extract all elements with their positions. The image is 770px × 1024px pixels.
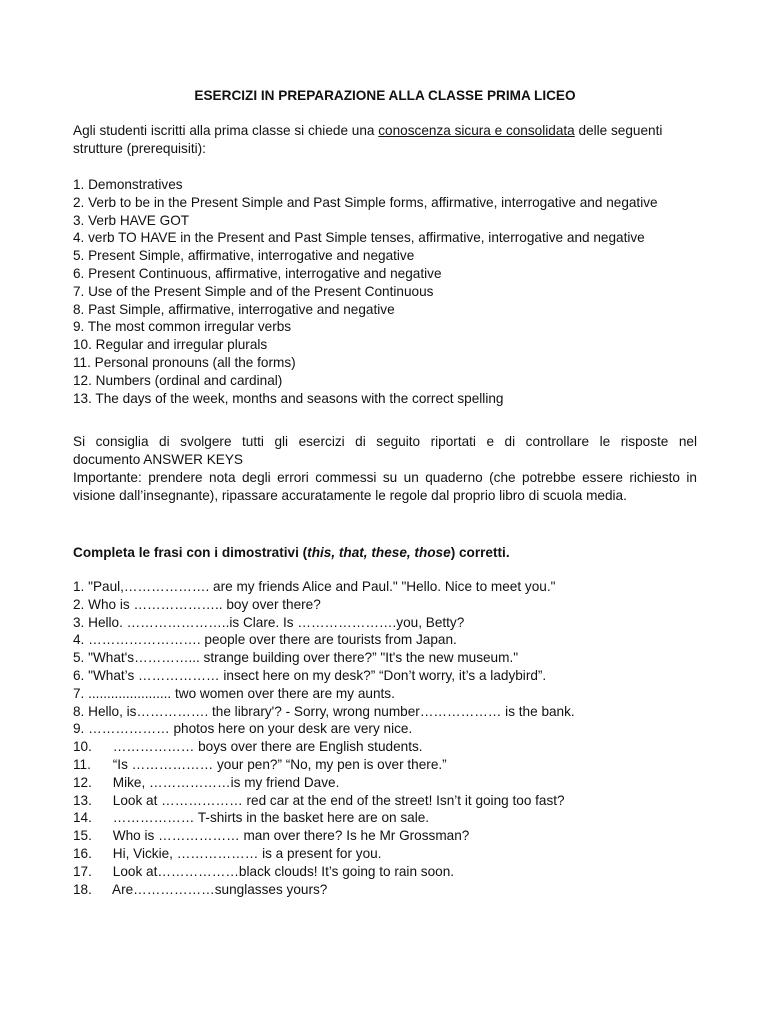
intro-paragraph bbox=[73, 122, 697, 158]
exercise-number: 6. bbox=[73, 667, 85, 683]
exercise-item bbox=[73, 631, 713, 649]
exercise-number: 11. bbox=[73, 756, 91, 772]
prerequisite-item: 6. Present Continuous, affirmative, interrogative and negative bbox=[73, 265, 442, 281]
exercise-item bbox=[73, 774, 713, 792]
section-title-italic: this, that, these, those bbox=[307, 545, 451, 560]
intro-underlined-text: conoscenza sicura e consolidata bbox=[378, 123, 575, 138]
advice-line-1: Si consiglia di svolgere tutti gli esercizi di seguito riportati e di controllare le risposte nel bbox=[73, 434, 697, 449]
exercise-number: 5. bbox=[73, 650, 85, 666]
exercise-text: ……………………. people over there are tourists from Japan. bbox=[88, 632, 457, 648]
advice-line-2: documento ANSWER KEYS bbox=[73, 452, 243, 467]
exercise-number: 13. bbox=[73, 792, 92, 808]
exercise-item bbox=[73, 756, 713, 774]
section-title-before: Completa le frasi con i dimostrativi ( bbox=[73, 545, 308, 560]
exercise-text: Are………………sunglasses yours? bbox=[112, 881, 328, 897]
exercise-text: "What’s ……………… insect here on my desk?” “Don’t worry, it’s a ladybird”. bbox=[88, 667, 547, 683]
exercise-item bbox=[73, 809, 713, 827]
exercise-text: Hi, Vickie, ……………… is a present for you. bbox=[112, 845, 382, 861]
exercise-item bbox=[73, 845, 713, 863]
exercise-text: Who is ……………… man over there? Is he Mr Grossman? bbox=[112, 828, 470, 844]
exercise-text: “Is ……………… your pen?” “No, my pen is over there.” bbox=[112, 756, 447, 772]
intro-text-after: delle seguenti strutture (prerequisiti): bbox=[73, 123, 663, 156]
exercise-number: 7. bbox=[73, 685, 85, 701]
prerequisite-item: 3. Verb HAVE GOT bbox=[73, 212, 190, 228]
prerequisite-item: 2. Verb to be in the Present Simple and Past Simple forms, affirmative, interrogative and negative bbox=[73, 194, 658, 210]
exercise-section-title bbox=[73, 545, 510, 560]
intro-text-before: Agli studenti iscritti alla prima classe si chiede una bbox=[73, 123, 379, 138]
exercise-item bbox=[73, 596, 713, 614]
exercise-item bbox=[73, 685, 713, 703]
prerequisite-item: 9. The most common irregular verbs bbox=[73, 319, 292, 335]
exercise-number: 4. bbox=[73, 632, 85, 648]
exercise-text: Who is ……………….. boy over there? bbox=[88, 596, 321, 612]
exercise-text: Look at ……………… red car at the end of the street! Isn’t it going too fast? bbox=[112, 792, 565, 808]
prerequisite-item: 4. verb TO HAVE in the Present and Past Simple tenses, affirmative, interrogative and negative bbox=[73, 230, 645, 246]
exercise-item bbox=[73, 827, 713, 845]
section-title-after: ) corretti. bbox=[450, 545, 510, 560]
exercise-number: 9. bbox=[73, 721, 85, 737]
exercise-number: 15. bbox=[73, 828, 92, 844]
page-title: ESERCIZI IN PREPARAZIONE ALLA CLASSE PRIMA LICEO bbox=[194, 88, 576, 103]
exercise-text: Look at………………black clouds! It’s going to rain soon. bbox=[112, 863, 455, 879]
exercise-number: 1. bbox=[73, 579, 85, 594]
exercise-number: 14. bbox=[73, 810, 92, 826]
exercise-item bbox=[73, 720, 713, 738]
exercise-text: ...................... two women over there are my aunts. bbox=[88, 685, 395, 701]
prerequisite-item: 1. Demonstratives bbox=[73, 177, 183, 192]
prerequisite-item: 8. Past Simple, affirmative, interrogative and negative bbox=[73, 301, 395, 317]
exercise-item bbox=[73, 881, 713, 899]
exercise-text: ……………… photos here on your desk are very nice. bbox=[88, 721, 413, 737]
exercise-text: ……………… boys over there are English students. bbox=[112, 739, 423, 755]
exercise-number: 18. bbox=[73, 881, 92, 897]
exercise-item bbox=[73, 863, 713, 881]
exercise-item bbox=[73, 792, 713, 810]
prerequisite-item: 10. Regular and irregular plurals bbox=[73, 337, 268, 353]
exercise-number: 12. bbox=[73, 774, 92, 790]
exercise-text: Hello. …………………..is Clare. Is ………………….you, Betty? bbox=[88, 614, 465, 630]
exercise-number: 17. bbox=[73, 863, 92, 879]
advice-paragraph bbox=[73, 433, 697, 505]
exercise-text: "Paul,………………. are my friends Alice and Paul." "Hello. Nice to meet you." bbox=[88, 579, 556, 594]
exercise-item bbox=[73, 614, 713, 632]
prerequisite-item: 7. Use of the Present Simple and of the Present Continuous bbox=[73, 283, 434, 299]
exercise-item bbox=[73, 703, 713, 721]
exercise-number: 10. bbox=[73, 739, 92, 755]
exercise-text: ……………… T-shirts in the basket here are on sale. bbox=[112, 810, 430, 826]
exercise-number: 8. bbox=[73, 703, 85, 719]
prerequisite-item: 12. Numbers (ordinal and cardinal) bbox=[73, 372, 283, 388]
exercise-number: 2. bbox=[73, 596, 85, 612]
exercise-list bbox=[73, 578, 713, 898]
prerequisite-item: 13. The days of the week, months and seasons with the correct spelling bbox=[73, 390, 504, 406]
exercise-text: Hello, is……………. the library'? - Sorry, wrong number……………… is the bank. bbox=[88, 703, 575, 719]
exercise-item bbox=[73, 649, 713, 667]
exercise-number: 16. bbox=[73, 845, 92, 861]
prerequisite-item: 5. Present Simple, affirmative, interrogative and negative bbox=[73, 248, 415, 264]
important-note: Importante: prendere nota degli errori commessi su un quaderno (che potrebbe essere richiesto in visione dall’insegnante), ripassare accuratamente le regole dal proprio libro di scuola media. bbox=[73, 470, 697, 503]
prerequisite-item: 11. Personal pronouns (all the forms) bbox=[73, 354, 296, 370]
exercise-text: Mike, ………………is my friend Dave. bbox=[112, 774, 340, 790]
exercise-item bbox=[73, 578, 713, 596]
exercise-item bbox=[73, 738, 713, 756]
exercise-number: 3. bbox=[73, 614, 85, 630]
exercise-text: "What's…………... strange building over there?” "It's the new museum." bbox=[88, 650, 519, 666]
exercise-item bbox=[73, 667, 713, 685]
prerequisites-list bbox=[73, 176, 713, 407]
